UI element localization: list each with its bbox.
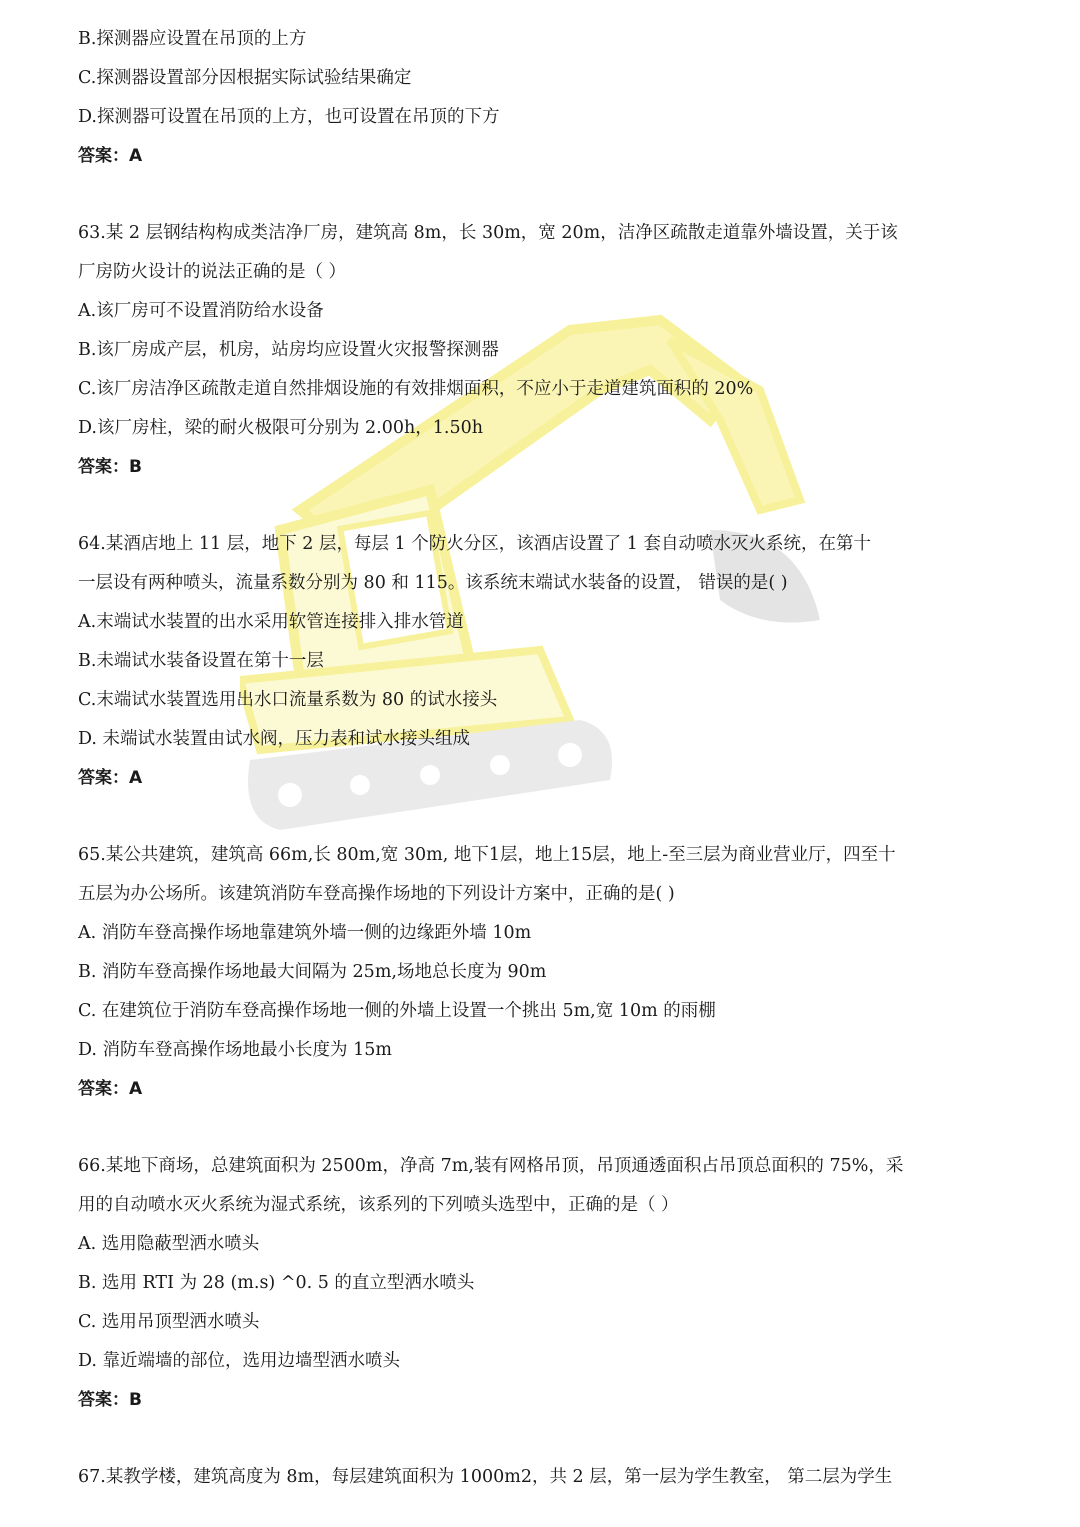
q63-option-c: C.该厂房洁净区疏散走道自然排烟设施的有效排烟面积，不应小于走道建筑面积的 20% [78, 379, 754, 399]
q66-option-b: B. 选用 RTI 为 28 (m.s) ^0. 5 的直立型洒水喷头 [78, 1273, 475, 1293]
prev-option-d: D.探测器可设置在吊顶的上方，也可设置在吊顶的下方 [78, 107, 500, 127]
q64-option-b: B.未端试水装备设置在第十一层 [78, 651, 324, 671]
q64-option-d: D. 未端试水装置由试水阀，压力表和试水接头组成 [78, 729, 471, 749]
q65-option-b: B. 消防车登高操作场地最大间隔为 25m,场地总长度为 90m [78, 962, 547, 982]
q65-option-d: D. 消防车登高操作场地最小长度为 15m [78, 1040, 392, 1060]
prev-answer: 答案：A [78, 146, 143, 166]
prev-option-b: B.探测器应设置在吊顶的上方 [78, 29, 307, 49]
q67-stem-line-1: 67.某教学楼，建筑高度为 8m，每层建筑面积为 1000m2，共 2 层，第一层为学生教室， 第二层为学生 [78, 1467, 893, 1487]
q66-option-c: C. 选用吊顶型洒水喷头 [78, 1312, 260, 1332]
q64-option-c: C.末端试水装置选用出水口流量系数为 80 的试水接头 [78, 690, 498, 710]
q64-answer: 答案：A [78, 768, 143, 788]
q64-option-a: A.末端试水装置的出水采用软管连接排入排水管道 [78, 612, 464, 632]
q66-answer: 答案：B [78, 1390, 142, 1410]
q63-answer: 答案：B [78, 457, 142, 477]
q63-option-d: D.该厂房柱，梁的耐火极限可分别为 2.00h，1.50h [78, 418, 484, 438]
q64-stem-line-1: 64.某酒店地上 11 层，地下 2 层，每层 1 个防火分区，该酒店设置了 1 套自动喷水灭火系统，在第十 [78, 534, 872, 554]
q64-stem-line-2: 一层设有两种喷头，流量系数分别为 80 和 115。该系统末端试水装备的设置， 错误的是( ) [78, 573, 788, 593]
q65-option-a: A. 消防车登高操作场地靠建筑外墙一侧的边缘距外墙 10m [78, 923, 532, 943]
q63-stem-line-1: 63.某 2 层钢结构构成类洁净厂房，建筑高 8m，长 30m，宽 20m，洁净区疏散走道靠外墙设置，关于该 [78, 223, 898, 243]
q66-stem-line-2: 用的自动喷水灭火系统为湿式系统，该系列的下列喷头选型中，正确的是（ ） [78, 1195, 679, 1215]
q66-option-a: A. 选用隐蔽型洒水喷头 [78, 1234, 260, 1254]
q65-stem-line-2: 五层为办公场所。该建筑消防车登高操作场地的下列设计方案中，正确的是( ) [78, 884, 675, 904]
q65-answer: 答案：A [78, 1079, 143, 1099]
q65-stem-line-1: 65.某公共建筑，建筑高 66m,长 80m,宽 30m, 地下1层，地上15层，地上-至三层为商业营业厅，四至十 [78, 845, 896, 865]
q63-option-b: B.该厂房成产层，机房，站房均应设置火灾报警探测器 [78, 340, 499, 360]
q66-option-d: D. 靠近端墙的部位，选用边墙型洒水喷头 [78, 1351, 401, 1371]
q63-option-a: A.该厂房可不设置消防给水设备 [78, 301, 324, 321]
prev-option-c: C.探测器设置部分因根据实际试验结果确定 [78, 68, 412, 88]
q66-stem-line-1: 66.某地下商场，总建筑面积为 2500m，净高 7m,装有网格吊顶，吊顶通透面积占吊顶总面积的 75%，采 [78, 1156, 904, 1176]
q65-option-c: C. 在建筑位于消防车登高操作场地一侧的外墙上设置一个挑出 5m,宽 10m 的雨棚 [78, 1001, 716, 1021]
q63-stem-line-2: 厂房防火设计的说法正确的是（ ） [78, 262, 347, 282]
